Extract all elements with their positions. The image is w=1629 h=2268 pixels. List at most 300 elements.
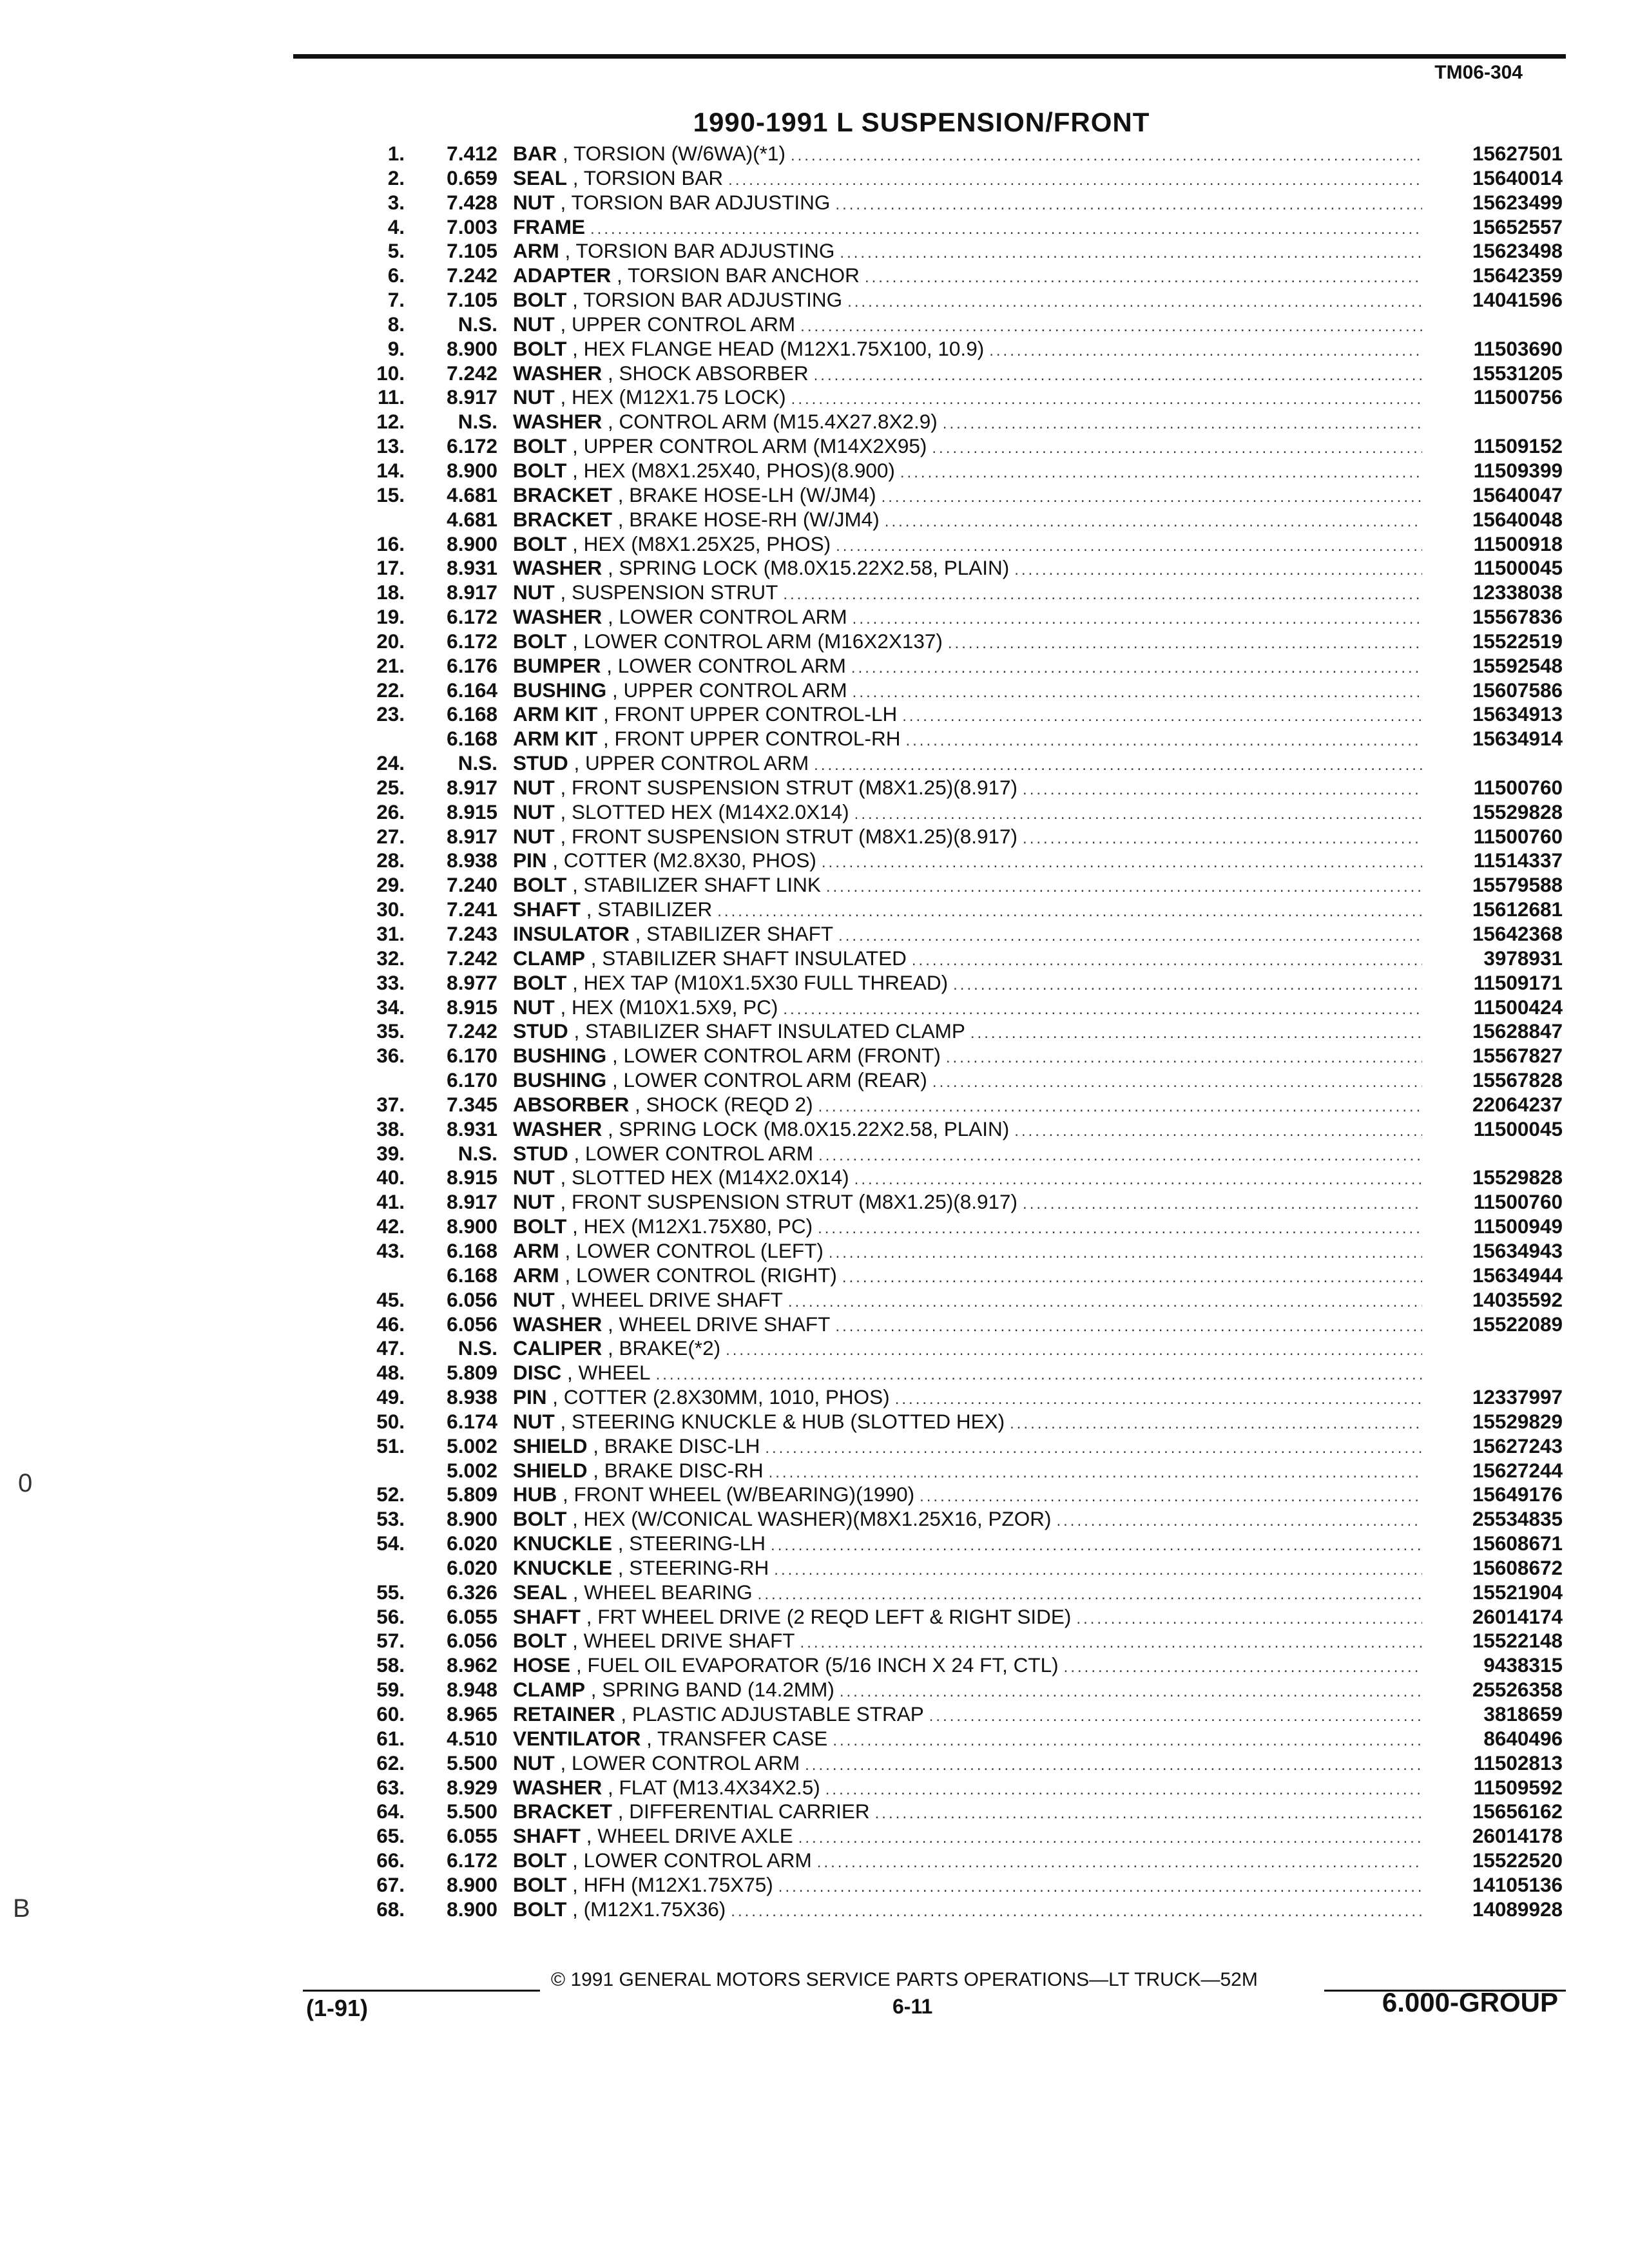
item-number: 30. bbox=[376, 898, 405, 921]
dot-leader bbox=[783, 997, 1422, 1020]
dot-leader bbox=[932, 1070, 1422, 1093]
part-number: 15522089 bbox=[1472, 1312, 1563, 1336]
part-name: NUT bbox=[513, 385, 555, 409]
group-number: 8.977 bbox=[447, 970, 497, 994]
part-description bbox=[513, 239, 834, 264]
separator: , bbox=[597, 727, 615, 751]
part-name: BRACKET bbox=[513, 1800, 612, 1823]
group-number: 8.938 bbox=[447, 849, 497, 872]
dot-leader bbox=[818, 1095, 1422, 1117]
part-detail: STEERING-RH bbox=[629, 1555, 769, 1579]
dot-leader bbox=[769, 1461, 1422, 1483]
item-number: 64. bbox=[376, 1800, 405, 1823]
part-detail: HEX (W/CONICAL WASHER)(M8X1.25X16, PZOR) bbox=[583, 1507, 1052, 1531]
part-number: 15627501 bbox=[1472, 142, 1563, 165]
part-number: 15521904 bbox=[1472, 1580, 1563, 1604]
part-detail: HFH (M12X1.75X75) bbox=[583, 1872, 773, 1896]
part-number: 12338038 bbox=[1472, 581, 1563, 604]
part-name: NUT bbox=[513, 1166, 555, 1189]
part-name: BAR bbox=[513, 142, 557, 165]
dot-leader bbox=[953, 973, 1422, 995]
part-description bbox=[513, 629, 943, 654]
date-code: (1-91) bbox=[306, 1995, 369, 2021]
parts-row bbox=[361, 1751, 1563, 1776]
dot-leader bbox=[840, 241, 1422, 264]
item-number: 59. bbox=[376, 1678, 405, 1702]
separator: , bbox=[568, 1141, 586, 1165]
group-number: 6.172 bbox=[447, 605, 497, 629]
footer-rule-left bbox=[303, 1990, 540, 1992]
item-number: 62. bbox=[376, 1751, 405, 1774]
part-name: BOLT bbox=[513, 1629, 567, 1653]
separator: , bbox=[554, 385, 572, 409]
parts-row bbox=[361, 922, 1563, 947]
part-description bbox=[513, 1434, 760, 1459]
group-number: 5.809 bbox=[447, 1361, 497, 1385]
part-number: 15529829 bbox=[1472, 1409, 1563, 1433]
part-number: 15627244 bbox=[1472, 1458, 1563, 1482]
group-number: 5.500 bbox=[447, 1800, 497, 1823]
parts-row bbox=[361, 873, 1563, 898]
part-description bbox=[513, 1653, 1059, 1678]
item-number: 9. bbox=[387, 336, 405, 360]
group-number: N.S. bbox=[458, 312, 497, 336]
item-number: 34. bbox=[376, 995, 405, 1019]
parts-row bbox=[361, 361, 1563, 386]
parts-row bbox=[361, 337, 1563, 361]
parts-row bbox=[361, 898, 1563, 922]
separator: , bbox=[615, 1702, 632, 1725]
part-description bbox=[513, 1312, 830, 1337]
item-number: 43. bbox=[376, 1238, 405, 1262]
part-detail: SLOTTED HEX (M14X2.0X14) bbox=[572, 1166, 849, 1189]
group-code: 6.000-GROUP bbox=[1382, 1987, 1558, 2017]
part-detail: STABILIZER SHAFT bbox=[646, 922, 834, 945]
group-number: 8.900 bbox=[447, 1215, 497, 1238]
part-description bbox=[513, 605, 847, 629]
dot-leader bbox=[765, 1436, 1422, 1459]
part-number: 14105136 bbox=[1472, 1872, 1563, 1896]
part-detail: HEX (M12X1.75X80, PC) bbox=[583, 1215, 813, 1238]
item-number: 27. bbox=[376, 824, 405, 848]
item-number: 58. bbox=[376, 1653, 405, 1677]
part-number: 15529828 bbox=[1472, 800, 1563, 823]
separator: , bbox=[554, 1190, 572, 1214]
item-number: 24. bbox=[376, 751, 405, 775]
part-description bbox=[513, 1215, 813, 1239]
part-name: SEAL bbox=[513, 166, 568, 189]
part-detail: WHEEL BEARING bbox=[584, 1580, 753, 1604]
item-number: 12. bbox=[376, 410, 405, 434]
item-number: 63. bbox=[376, 1775, 405, 1799]
part-name: WASHER bbox=[513, 361, 602, 385]
part-name: NUT bbox=[513, 775, 555, 799]
part-name: KNUCKLE bbox=[513, 1532, 612, 1555]
group-number: 4.510 bbox=[447, 1726, 497, 1750]
separator: , bbox=[568, 1019, 586, 1043]
separator: , bbox=[587, 1434, 604, 1457]
part-detail: UPPER CONTROL ARM (M14X2X95) bbox=[583, 434, 927, 458]
parts-row bbox=[361, 1849, 1563, 1873]
part-description bbox=[513, 1239, 824, 1264]
part-description bbox=[513, 898, 712, 922]
dot-leader bbox=[929, 1704, 1422, 1727]
part-name: CLAMP bbox=[513, 1678, 585, 1702]
part-description bbox=[513, 922, 833, 947]
item-number: 54. bbox=[376, 1532, 405, 1555]
part-detail: STEERING KNUCKLE & HUB (SLOTTED HEX) bbox=[572, 1409, 1005, 1433]
separator: , bbox=[554, 1409, 572, 1433]
dot-leader bbox=[854, 802, 1422, 825]
part-name: BUSHING bbox=[513, 1044, 607, 1068]
part-description bbox=[513, 1776, 820, 1800]
part-name: BRACKET bbox=[513, 483, 612, 506]
dot-leader bbox=[814, 753, 1422, 776]
part-name: BOLT bbox=[513, 1897, 567, 1921]
part-name: NUT bbox=[513, 312, 555, 336]
item-number: 16. bbox=[376, 532, 405, 555]
dot-leader bbox=[882, 485, 1422, 508]
dot-leader bbox=[838, 924, 1422, 947]
part-description bbox=[513, 995, 778, 1020]
separator: , bbox=[554, 1751, 572, 1774]
parts-row bbox=[361, 605, 1563, 629]
part-description bbox=[513, 1410, 1005, 1434]
part-detail: LOWER CONTROL ARM bbox=[583, 1849, 812, 1872]
part-description bbox=[513, 1727, 827, 1751]
margin-mark-zero: 0 bbox=[18, 1469, 33, 1497]
dot-leader bbox=[885, 510, 1422, 532]
separator: , bbox=[566, 1629, 584, 1653]
part-name: STUD bbox=[513, 751, 568, 775]
dot-leader bbox=[836, 534, 1422, 557]
part-description bbox=[513, 1361, 651, 1385]
part-number: 25534835 bbox=[1472, 1507, 1563, 1531]
dot-leader bbox=[948, 631, 1422, 654]
part-name: NUT bbox=[513, 1287, 555, 1311]
part-name: WASHER bbox=[513, 410, 602, 434]
part-name: FRAME bbox=[513, 215, 585, 238]
part-number: 15640047 bbox=[1472, 483, 1563, 506]
part-detail: TORSION BAR ADJUSTING bbox=[583, 288, 843, 312]
item-number: 52. bbox=[376, 1483, 405, 1506]
parts-row bbox=[361, 508, 1563, 532]
part-detail: TORSION BAR ANCHOR bbox=[627, 264, 860, 287]
separator: , bbox=[561, 1361, 579, 1385]
group-number: 8.900 bbox=[447, 532, 497, 555]
item-number: 10. bbox=[376, 361, 405, 385]
part-detail: HEX FLANGE HEAD (M12X1.75X100, 10.9) bbox=[583, 336, 985, 360]
part-number: 22064237 bbox=[1472, 1092, 1563, 1116]
part-number: 14041596 bbox=[1472, 288, 1563, 312]
item-number: 36. bbox=[376, 1044, 405, 1068]
separator: , bbox=[612, 507, 630, 531]
part-description bbox=[513, 1264, 837, 1288]
group-number: 8.938 bbox=[447, 1385, 497, 1409]
part-description bbox=[513, 459, 895, 483]
part-detail: WHEEL DRIVE SHAFT bbox=[572, 1287, 783, 1311]
parts-row bbox=[361, 483, 1563, 508]
part-detail: SHOCK (REQD 2) bbox=[646, 1092, 813, 1116]
dot-leader bbox=[1023, 1192, 1422, 1215]
part-number: 15531205 bbox=[1472, 361, 1563, 385]
part-description bbox=[513, 825, 1017, 849]
part-name: CALIPER bbox=[513, 1336, 602, 1360]
part-description bbox=[513, 1581, 753, 1605]
group-number: 7.241 bbox=[447, 898, 497, 921]
part-name: HUB bbox=[513, 1483, 557, 1506]
parts-row bbox=[361, 1044, 1563, 1068]
group-number: N.S. bbox=[458, 751, 497, 775]
part-detail: DIFFERENTIAL CARRIER bbox=[629, 1800, 870, 1823]
part-name: WASHER bbox=[513, 556, 602, 580]
part-description bbox=[513, 483, 876, 508]
separator: , bbox=[559, 1238, 577, 1262]
item-number: 49. bbox=[376, 1385, 405, 1409]
part-detail: TORSION BAR ADJUSTING bbox=[571, 190, 831, 214]
item-number: 46. bbox=[376, 1312, 405, 1336]
part-detail: WHEEL DRIVE SHAFT bbox=[583, 1629, 795, 1653]
separator: , bbox=[641, 1726, 658, 1750]
parts-row bbox=[361, 1702, 1563, 1727]
part-name: NUT bbox=[513, 190, 555, 214]
dot-leader bbox=[817, 1850, 1422, 1873]
dot-leader bbox=[1064, 1655, 1422, 1678]
separator: , bbox=[602, 1336, 619, 1360]
part-detail: LOWER CONTROL (RIGHT) bbox=[576, 1263, 837, 1287]
part-name: PIN bbox=[513, 849, 547, 872]
part-detail: TORSION (W/6WA)(*1) bbox=[573, 142, 786, 165]
group-number: 6.172 bbox=[447, 629, 497, 653]
dot-leader bbox=[726, 1338, 1422, 1361]
parts-row bbox=[361, 312, 1563, 337]
dot-leader bbox=[728, 168, 1422, 191]
item-number: 8. bbox=[387, 312, 405, 336]
group-number: 8.917 bbox=[447, 385, 497, 409]
part-number: 11509399 bbox=[1473, 458, 1563, 482]
separator: , bbox=[629, 1092, 646, 1116]
part-name: BOLT bbox=[513, 1215, 567, 1238]
part-detail: STABILIZER SHAFT INSULATED bbox=[602, 946, 907, 970]
part-name: BUSHING bbox=[513, 678, 607, 702]
group-number: 4.681 bbox=[447, 483, 497, 506]
parts-row bbox=[361, 1556, 1563, 1581]
part-name: ARM KIT bbox=[513, 702, 598, 726]
part-description bbox=[513, 1117, 1009, 1142]
item-number: 19. bbox=[376, 605, 405, 629]
separator: , bbox=[566, 1507, 584, 1531]
dot-leader bbox=[905, 729, 1422, 751]
parts-row bbox=[361, 1873, 1563, 1898]
part-name: SHIELD bbox=[513, 1458, 588, 1482]
part-name: STUD bbox=[513, 1141, 568, 1165]
group-number: 8.931 bbox=[447, 1117, 497, 1140]
group-number: 0.659 bbox=[447, 166, 497, 189]
dot-leader bbox=[895, 1387, 1422, 1410]
part-name: ARM bbox=[513, 1263, 559, 1287]
item-number: 55. bbox=[376, 1580, 405, 1604]
part-detail: FUEL OIL EVAPORATOR (5/16 INCH X 24 FT, CTL) bbox=[587, 1653, 1059, 1677]
part-description bbox=[513, 191, 830, 215]
part-name: ARM KIT bbox=[513, 727, 598, 751]
part-number: 15567828 bbox=[1472, 1068, 1563, 1092]
separator: , bbox=[566, 288, 584, 312]
parts-row bbox=[361, 239, 1563, 264]
part-name: SHIELD bbox=[513, 1434, 588, 1457]
part-detail: UPPER CONTROL ARM bbox=[623, 678, 847, 702]
parts-row bbox=[361, 434, 1563, 459]
part-number: 15634943 bbox=[1472, 1238, 1563, 1262]
part-detail: UPPER CONTROL ARM bbox=[585, 751, 809, 775]
part-description bbox=[513, 1019, 965, 1044]
part-description bbox=[513, 727, 900, 751]
part-detail: STABILIZER bbox=[597, 898, 713, 921]
part-number: 15607586 bbox=[1472, 678, 1563, 702]
part-detail: COTTER (M2.8X30, PHOS) bbox=[563, 849, 816, 872]
parts-row bbox=[361, 1678, 1563, 1702]
group-number: 6.174 bbox=[447, 1409, 497, 1433]
group-number: 8.900 bbox=[447, 1507, 497, 1531]
part-number: 11509152 bbox=[1473, 434, 1563, 458]
separator: , bbox=[581, 1604, 598, 1628]
group-number: 6.055 bbox=[447, 1824, 497, 1848]
group-number: 7.243 bbox=[447, 922, 497, 945]
part-description bbox=[513, 312, 795, 337]
dot-leader bbox=[833, 1729, 1422, 1751]
separator: , bbox=[546, 1385, 564, 1409]
part-detail: BRAKE DISC-RH bbox=[604, 1458, 764, 1482]
dot-leader bbox=[835, 1314, 1422, 1337]
margin-mark-b: B bbox=[13, 1894, 30, 1923]
group-number: 4.681 bbox=[447, 507, 497, 531]
top-rule bbox=[293, 54, 1566, 59]
part-description bbox=[513, 1824, 793, 1849]
part-number: 3818659 bbox=[1483, 1702, 1563, 1725]
part-name: BOLT bbox=[513, 434, 567, 458]
part-number: 25526358 bbox=[1472, 1678, 1563, 1702]
separator: , bbox=[585, 1678, 602, 1702]
part-description bbox=[513, 702, 897, 727]
item-number: 22. bbox=[376, 678, 405, 702]
dot-leader bbox=[771, 1533, 1422, 1556]
part-number: 11503690 bbox=[1473, 336, 1563, 360]
group-number: 8.929 bbox=[447, 1775, 497, 1799]
separator: , bbox=[566, 873, 584, 897]
part-number: 15623499 bbox=[1472, 190, 1563, 214]
dot-leader bbox=[774, 1558, 1422, 1581]
part-name: STUD bbox=[513, 1019, 568, 1043]
parts-row bbox=[361, 947, 1563, 971]
part-name: CLAMP bbox=[513, 946, 585, 970]
part-number: 15529828 bbox=[1472, 1166, 1563, 1189]
part-name: RETAINER bbox=[513, 1702, 615, 1725]
item-number: 56. bbox=[376, 1604, 405, 1628]
part-detail: STABILIZER SHAFT INSULATED CLAMP bbox=[585, 1019, 965, 1043]
part-description bbox=[513, 1459, 764, 1483]
item-number: 53. bbox=[376, 1507, 405, 1531]
part-number: 15567836 bbox=[1472, 605, 1563, 629]
dot-leader bbox=[731, 1899, 1422, 1922]
group-number: N.S. bbox=[458, 410, 497, 434]
separator: , bbox=[581, 1824, 598, 1848]
part-name: WASHER bbox=[513, 1312, 602, 1336]
parts-row bbox=[361, 459, 1563, 483]
part-detail: LOWER CONTROL (LEFT) bbox=[576, 1238, 824, 1262]
separator: , bbox=[566, 1849, 584, 1872]
dot-leader bbox=[758, 1582, 1422, 1605]
parts-row bbox=[361, 776, 1563, 800]
item-number: 20. bbox=[376, 629, 405, 653]
parts-row bbox=[361, 702, 1563, 727]
part-name: SHAFT bbox=[513, 898, 581, 921]
part-number: 15522148 bbox=[1472, 1629, 1563, 1653]
parts-row bbox=[361, 971, 1563, 995]
group-number: 6.326 bbox=[447, 1580, 497, 1604]
parts-row bbox=[361, 1019, 1563, 1044]
group-number: 7.242 bbox=[447, 264, 497, 287]
part-number: 15640048 bbox=[1472, 507, 1563, 531]
item-number: 47. bbox=[376, 1336, 405, 1360]
parts-row bbox=[361, 1190, 1563, 1215]
parts-row bbox=[361, 1459, 1563, 1483]
parts-row bbox=[361, 1117, 1563, 1142]
parts-row bbox=[361, 556, 1563, 581]
part-number: 15634914 bbox=[1472, 727, 1563, 751]
group-number: 8.931 bbox=[447, 556, 497, 580]
part-description bbox=[513, 1751, 800, 1776]
part-name: BOLT bbox=[513, 1872, 567, 1896]
part-description bbox=[513, 873, 821, 898]
separator: , bbox=[581, 898, 598, 921]
part-detail: FRONT SUSPENSION STRUT (M8X1.25)(8.917) bbox=[572, 775, 1018, 799]
dot-leader bbox=[851, 656, 1422, 678]
part-name: NUT bbox=[513, 581, 555, 604]
part-description bbox=[513, 532, 831, 557]
part-number: 15642368 bbox=[1472, 922, 1563, 945]
parts-row bbox=[361, 849, 1563, 873]
separator: , bbox=[602, 556, 619, 580]
group-number: 6.168 bbox=[447, 1238, 497, 1262]
separator: , bbox=[554, 824, 572, 848]
part-name: BOLT bbox=[513, 873, 567, 897]
part-name: BOLT bbox=[513, 532, 567, 555]
parts-row bbox=[361, 1776, 1563, 1800]
part-description bbox=[513, 385, 786, 410]
parts-row bbox=[361, 166, 1563, 191]
group-number: 5.500 bbox=[447, 1751, 497, 1774]
separator: , bbox=[554, 581, 572, 604]
group-number: 7.240 bbox=[447, 873, 497, 897]
page-title: 1990-1991 L SUSPENSION/FRONT bbox=[693, 107, 1150, 137]
part-detail: LOWER CONTROL ARM (REAR) bbox=[623, 1068, 927, 1092]
separator: , bbox=[546, 849, 564, 872]
parts-row bbox=[361, 410, 1563, 434]
group-number: N.S. bbox=[458, 1141, 497, 1165]
part-detail: FRONT WHEEL (W/BEARING)(1990) bbox=[574, 1483, 915, 1506]
group-number: 5.002 bbox=[447, 1458, 497, 1482]
part-number: 15612681 bbox=[1472, 898, 1563, 921]
parts-row bbox=[361, 1581, 1563, 1605]
part-detail: FRONT SUSPENSION STRUT (M8X1.25)(8.917) bbox=[572, 824, 1018, 848]
separator: , bbox=[554, 995, 572, 1019]
part-description bbox=[513, 1507, 1051, 1532]
item-number: 15. bbox=[376, 483, 405, 506]
part-description bbox=[513, 849, 816, 873]
group-number: N.S. bbox=[458, 1336, 497, 1360]
part-number: 15649176 bbox=[1472, 1483, 1563, 1506]
parts-row bbox=[361, 825, 1563, 849]
group-number: 6.170 bbox=[447, 1044, 497, 1068]
